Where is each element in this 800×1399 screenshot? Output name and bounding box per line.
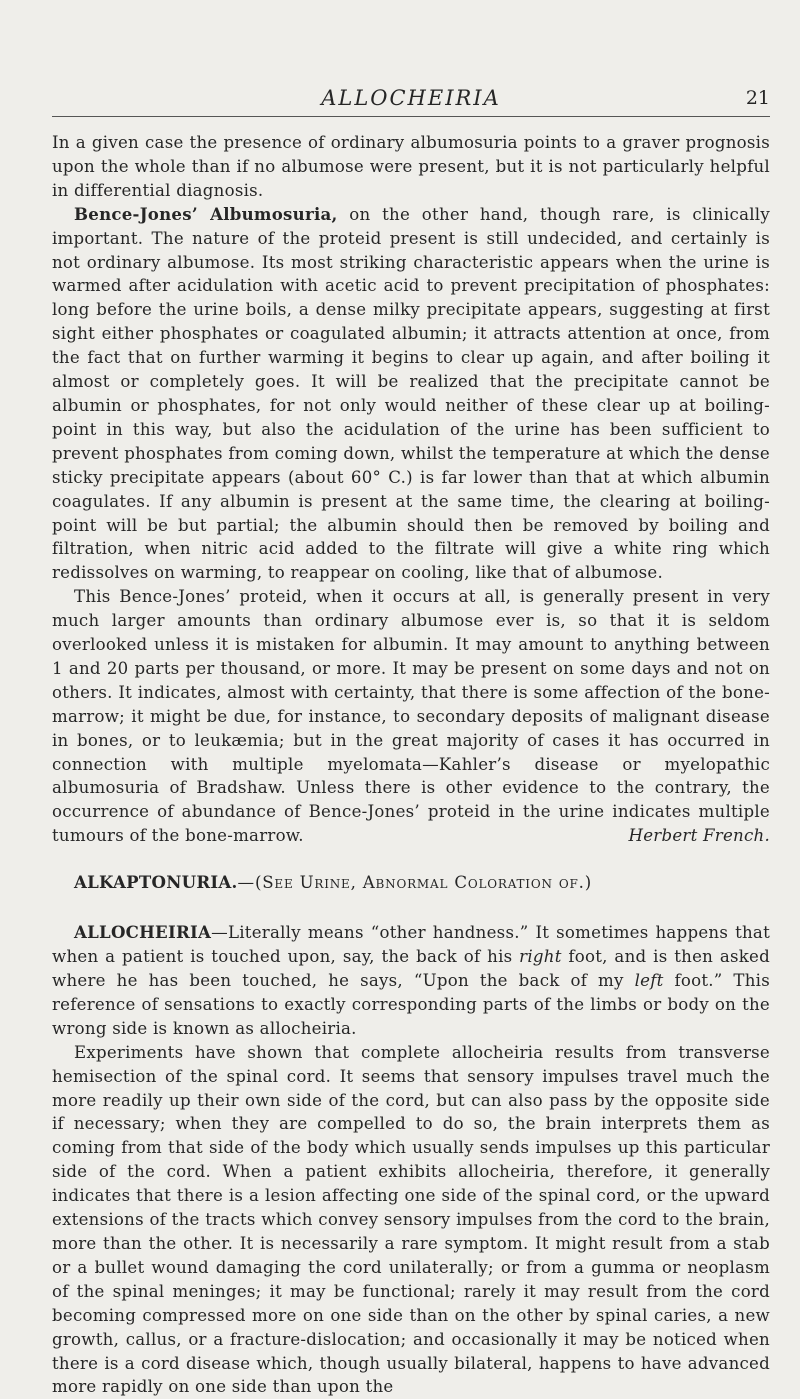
italic-left: left [634, 971, 664, 990]
paragraph-text: on the other hand, though rare, is clinically important. The nature of the proteid present is still undecided, and certainly is not ordinary albumose. Its most striking characteristic appears when the urine is warmed after acidulation with acetic acid to prevent precipitation of phosphates: long before the urine boils, a dense milky precipitate appears, suggesting at first sight either phosphates or coagulated albumin; it attracts attention at once, from the fact that on further warming it begins to clear up again, and after boiling it almost or completely goes. It will be realized that the precipitate cannot be albumin or phosphates, for not only would neither of these clear up at boiling-point in this way, but also the acidulation of the urine has been sufficient to prevent phosphates from coming down, whilst the temperature at which the dense sticky precipitate appears (about 60° C.) is far lower than that at which albumin coagulates. If any albumin is present at the same time, the clearing at boiling-point will be but partial; the albumin should then be removed by boiling and filtration, when nitric acid added to the filtrate will give a white ring which redissolves on warming, to reappear on cooling, like that of albumose. [52, 204, 770, 583]
entry-allocheiria [52, 921, 770, 1041]
paragraph-ordinary-albumosuria: In a given case the presence of ordinary albumosuria points to a graver prognosis upon the whole than if no albumose were present, but it is not particularly helpful in differential diagnosis. [52, 133, 770, 200]
running-head: ALLOCHEIRIA [321, 86, 501, 110]
term-allocheiria: ALLOCHEIRIA [74, 922, 212, 943]
term-alkaptonuria: ALKAPTONURIA. [74, 872, 238, 893]
paragraph-allocheiria-experiments: Experiments have shown that complete allocheiria results from transverse hemisection of the spinal cord. It seems that sensory impulses travel much the more readily up their own side of the cord, but can also pass by the opposite side if necessary; when they are compelled to do so, the brain interprets them as coming from that side of the body which usually sends impulses up this particular side of the cord. When a patient exhibits allocheiria, therefore, it generally indicates that there is a lesion affecting one side of the spinal cord, or the upward extensions of the tracts which convey sensory impulses from the cord to the brain, more than the other. It is necessarily a rare symptom. It might result from a stab or a bullet wound damaging the cord unilaterally; or from a gumma or neoplasm of the spinal meninges; it may be functional; rarely it may result from the cord becoming compressed more on one side than on the other by spinal caries, a new growth, callus, or a fracture-dislocation; and occasionally it may be noticed when there is a cord disease which, though usually bilateral, happens to have advanced more rapidly on one side than upon the [52, 1042, 770, 1397]
author-signature: Herbert French. [628, 826, 770, 846]
header-rule [52, 116, 770, 117]
paragraph-bence-jones-proteid [52, 585, 770, 848]
page-number: 21 [745, 87, 770, 109]
italic-right: right [519, 947, 562, 967]
paragraph-text: foot.” This reference of sensations to exactly corresponding parts of the limbs or body on the wrong side is known as allocheiria. [52, 971, 770, 1038]
entry-alkaptonuria [74, 870, 770, 895]
paragraph-text: foot, and is then asked where he has been touched, he says, “Upon the back of my [52, 947, 770, 990]
cross-reference: —(See Urine, Abnormal Coloration of.) [237, 873, 592, 893]
term-bence-jones-albumosuria: Bence-Jones’ Albumosuria, [74, 203, 338, 224]
page-header [52, 84, 770, 112]
paragraph-text: This Bence-Jones’ proteid, when it occurs at all, is generally present in very much larger amounts than ordinary albumose ever is, so that it is seldom overlooked unless it is mistaken for albumin. It may amount to anything between 1 and 20 parts per thousand, or more. It may be present on some days and not on others. It indicates, almost with certainty, that there is some affection of the bone-marrow; it might be due, for instance, to secondary deposits of malignant disease in bones, or to leukæmia; but in the great majority of cases it has occurred in connection with multiple myelomata—Kahler’s disease or myelopathic albumosuria of Bradshaw. Unless there is other evidence to the contrary, the occurrence of abundance of Bence-Jones’ proteid in the urine indicates multiple tumours of the bone-marrow. [52, 587, 770, 846]
book-page [52, 84, 770, 1399]
paragraph-bence-jones-albumosuria [52, 203, 770, 586]
paragraph-text: —Literally means “other handness.” It sometimes happens that when a patient is touched upon, say, the back of his [52, 923, 770, 967]
